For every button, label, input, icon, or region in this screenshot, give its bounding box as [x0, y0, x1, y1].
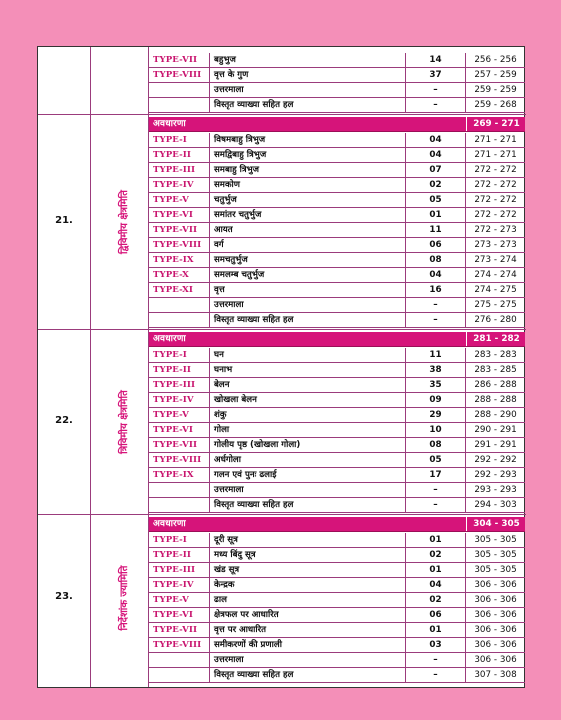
page-range: 306 - 306: [474, 610, 517, 620]
type-label: TYPE-I: [149, 348, 210, 362]
table-row: [149, 68, 525, 83]
question-count: 35: [406, 378, 466, 392]
question-count: –: [406, 483, 466, 497]
page-range: 274 - 274: [474, 270, 517, 280]
type-label: TYPE-VIII: [149, 68, 210, 82]
contents-page: [37, 46, 525, 688]
page-range: 306 - 306: [474, 625, 517, 635]
topic-title: विस्तृत व्याख्या सहित हल: [210, 98, 406, 112]
concept-blank-count: [406, 517, 466, 531]
concept-spacer: [149, 332, 210, 346]
page-range: 292 - 293: [474, 470, 517, 480]
question-count: 07: [406, 163, 466, 177]
page-range: 292 - 292: [474, 455, 517, 465]
chapter-title: त्रिविमीय क्षेत्रमिति: [119, 390, 130, 454]
table-row: [149, 623, 525, 638]
table-row: [149, 438, 525, 453]
table-row: [149, 533, 525, 548]
type-label: [149, 498, 210, 512]
topic-title: शंकु: [210, 408, 406, 422]
table-row: [149, 238, 525, 253]
page-range: 306 - 306: [474, 580, 517, 590]
type-label: TYPE-X: [149, 268, 210, 282]
topic-title: उत्तरमाला: [210, 483, 406, 497]
page-range: 283 - 283: [474, 350, 517, 360]
page-range: 293 - 293: [474, 485, 517, 495]
page-range: 306 - 306: [474, 640, 517, 650]
question-count: 29: [406, 408, 466, 422]
topic-title: बेलन: [210, 378, 406, 392]
type-label: [149, 298, 210, 312]
question-count: 01: [406, 563, 466, 577]
question-count: 10: [406, 423, 466, 437]
table-row: [149, 423, 525, 438]
table-row: [149, 668, 525, 683]
type-label: TYPE-I: [149, 533, 210, 547]
type-label: TYPE-VII: [149, 623, 210, 637]
page-range: 306 - 306: [474, 595, 517, 605]
page-range: 259 - 268: [474, 100, 517, 110]
page-range: 288 - 290: [474, 410, 517, 420]
type-label: [149, 98, 210, 112]
topic-title: ढाल: [210, 593, 406, 607]
page-range: 306 - 306: [474, 655, 517, 665]
page-range: 294 - 303: [474, 500, 517, 510]
topic-title: समीकरणों की प्रणाली: [210, 638, 406, 652]
question-count: 38: [406, 363, 466, 377]
topic-title: उत्तरमाला: [210, 83, 406, 97]
type-label: TYPE-VIII: [149, 638, 210, 652]
chapter-number: 22.: [55, 415, 73, 426]
question-count: 03: [406, 638, 466, 652]
type-label: TYPE-V: [149, 408, 210, 422]
topic-title: दूरी सूत्र: [210, 533, 406, 547]
table-row: [149, 163, 525, 178]
topic-title: उत्तरमाला: [210, 298, 406, 312]
section-divider: [38, 114, 526, 115]
topic-title: समांतर चतुर्भुज: [210, 208, 406, 222]
type-label: TYPE-III: [149, 378, 210, 392]
topic-title: घनाभ: [210, 363, 406, 377]
topic-title: गोला: [210, 423, 406, 437]
page-range: 305 - 305: [474, 565, 517, 575]
topic-title: गलन एवं पुनः ढलाई: [210, 468, 406, 482]
question-count: 11: [406, 348, 466, 362]
table-row: [149, 223, 525, 238]
concept-blank: [210, 517, 406, 531]
page-range: 273 - 273: [474, 240, 517, 250]
table-row: [149, 363, 525, 378]
concept-pages: 281 - 282: [466, 332, 526, 346]
topic-title: आयत: [210, 223, 406, 237]
concept-label: अवधारणा: [153, 519, 186, 529]
table-row: [149, 548, 525, 563]
type-label: TYPE-XI: [149, 283, 210, 297]
page-range: 275 - 275: [474, 300, 517, 310]
topic-title: विस्तृत व्याख्या सहित हल: [210, 668, 406, 682]
type-label: TYPE-VI: [149, 423, 210, 437]
type-label: TYPE-III: [149, 563, 210, 577]
page-range: 305 - 305: [474, 535, 517, 545]
type-label: [149, 313, 210, 327]
question-count: 06: [406, 608, 466, 622]
type-label: TYPE-II: [149, 148, 210, 162]
topic-title: विस्तृत व्याख्या सहित हल: [210, 313, 406, 327]
question-count: 14: [406, 53, 466, 67]
concept-blank: [210, 117, 406, 131]
topic-title: मध्य बिंदु सूत्र: [210, 548, 406, 562]
topic-title: समकोण: [210, 178, 406, 192]
topic-title: चतुर्भुज: [210, 193, 406, 207]
topic-title: समबाहु त्रिभुज: [210, 163, 406, 177]
concept-label: अवधारणा: [153, 119, 186, 129]
page-range: 283 - 285: [474, 365, 517, 375]
topic-title: वर्ग: [210, 238, 406, 252]
page-range: 259 - 259: [474, 85, 517, 95]
table-row: [149, 453, 525, 468]
question-count: 08: [406, 253, 466, 267]
type-label: TYPE-V: [149, 593, 210, 607]
topic-title: केन्द्रक: [210, 578, 406, 592]
concept-row: [149, 332, 525, 347]
table-row: [149, 98, 525, 113]
page-range: 272 - 272: [474, 210, 517, 220]
concept-label: अवधारणा: [153, 334, 186, 344]
topic-title: वृत्त: [210, 283, 406, 297]
table-row: [149, 83, 525, 98]
question-count: 04: [406, 268, 466, 282]
topic-title: विस्तृत व्याख्या सहित हल: [210, 498, 406, 512]
page-range: 291 - 291: [474, 440, 517, 450]
concept-spacer: [149, 517, 210, 531]
question-count: 08: [406, 438, 466, 452]
page-range: 272 - 272: [474, 195, 517, 205]
question-count: 04: [406, 578, 466, 592]
table-row: [149, 148, 525, 163]
table-row: [149, 653, 525, 668]
table-row: [149, 133, 525, 148]
question-count: –: [406, 83, 466, 97]
topic-title: विषमबाहु त्रिभुज: [210, 133, 406, 147]
table-row: [149, 253, 525, 268]
page-range: 307 - 308: [474, 670, 517, 680]
question-count: –: [406, 498, 466, 512]
chapter-title: द्विविमीय क्षेत्रमिति: [119, 190, 130, 254]
table-row: [149, 193, 525, 208]
topic-title: खंड सूत्र: [210, 563, 406, 577]
topic-title: समचतुर्भुज: [210, 253, 406, 267]
table-row: [149, 208, 525, 223]
question-count: –: [406, 653, 466, 667]
type-label: TYPE-VI: [149, 208, 210, 222]
topic-title: क्षेत्रफल पर आधारित: [210, 608, 406, 622]
question-count: –: [406, 313, 466, 327]
question-count: –: [406, 98, 466, 112]
topic-title: वृत्त पर आधारित: [210, 623, 406, 637]
table-row: [149, 178, 525, 193]
topic-title: अर्धगोला: [210, 453, 406, 467]
table-row: [149, 638, 525, 653]
table-row: [149, 468, 525, 483]
table-row: [149, 378, 525, 393]
concept-spacer: [149, 117, 210, 131]
column-divider: [148, 47, 149, 687]
concept-row: [149, 117, 525, 132]
table-row: [149, 53, 525, 68]
chapter-title: निर्देशांक ज्यामिति: [119, 565, 130, 631]
table-row: [149, 348, 525, 363]
question-count: 16: [406, 283, 466, 297]
question-count: 01: [406, 533, 466, 547]
table-row: [149, 608, 525, 623]
topic-title: समद्विबाहु त्रिभुज: [210, 148, 406, 162]
page-range: 288 - 288: [474, 395, 517, 405]
question-count: 05: [406, 453, 466, 467]
table-row: [149, 563, 525, 578]
topic-title: उत्तरमाला: [210, 653, 406, 667]
table-row: [149, 408, 525, 423]
page-range: 272 - 272: [474, 165, 517, 175]
type-label: TYPE-II: [149, 363, 210, 377]
type-label: TYPE-IX: [149, 468, 210, 482]
type-label: TYPE-III: [149, 163, 210, 177]
table-row: [149, 298, 525, 313]
topic-title: समलम्ब चतुर्भुज: [210, 268, 406, 282]
section-divider: [38, 329, 526, 330]
type-label: TYPE-VII: [149, 223, 210, 237]
question-count: 04: [406, 133, 466, 147]
type-label: TYPE-II: [149, 548, 210, 562]
chapter-number: 21.: [55, 215, 73, 226]
type-label: TYPE-VII: [149, 438, 210, 452]
question-count: 06: [406, 238, 466, 252]
table-row: [149, 268, 525, 283]
question-count: 01: [406, 623, 466, 637]
concept-blank-count: [406, 332, 466, 346]
concept-blank: [210, 332, 406, 346]
concept-pages: 304 - 305: [466, 517, 526, 531]
topic-title: घन: [210, 348, 406, 362]
section-divider: [38, 514, 526, 515]
type-label: TYPE-IV: [149, 578, 210, 592]
concept-blank-count: [406, 117, 466, 131]
page-range: 276 - 280: [474, 315, 517, 325]
question-count: 37: [406, 68, 466, 82]
table-row: [149, 483, 525, 498]
column-divider: [90, 47, 91, 687]
type-label: TYPE-IX: [149, 253, 210, 267]
page-range: 305 - 305: [474, 550, 517, 560]
table-row: [149, 498, 525, 513]
page-range: 286 - 288: [474, 380, 517, 390]
page-range: 271 - 271: [474, 150, 517, 160]
page-range: 272 - 273: [474, 225, 517, 235]
concept-pages: 269 - 271: [466, 117, 526, 131]
topic-title: खोखला बेलन: [210, 393, 406, 407]
type-label: [149, 653, 210, 667]
table-row: [149, 313, 525, 328]
page-range: 257 - 259: [474, 70, 517, 80]
table-row: [149, 283, 525, 298]
type-label: TYPE-V: [149, 193, 210, 207]
page-range: 272 - 272: [474, 180, 517, 190]
page-range: 290 - 291: [474, 425, 517, 435]
type-label: TYPE-VIII: [149, 238, 210, 252]
type-label: [149, 83, 210, 97]
type-label: [149, 668, 210, 682]
question-count: –: [406, 668, 466, 682]
page-range: 256 - 256: [474, 55, 517, 65]
question-count: 01: [406, 208, 466, 222]
question-count: 09: [406, 393, 466, 407]
question-count: 02: [406, 548, 466, 562]
type-label: [149, 483, 210, 497]
table-row: [149, 393, 525, 408]
type-label: TYPE-IV: [149, 393, 210, 407]
type-label: TYPE-I: [149, 133, 210, 147]
page-range: 273 - 274: [474, 255, 517, 265]
chapter-number: 23.: [55, 591, 73, 602]
topic-title: गोलीय पृष्ठ (खोखला गोला): [210, 438, 406, 452]
question-count: 04: [406, 148, 466, 162]
question-count: 05: [406, 193, 466, 207]
type-label: TYPE-VII: [149, 53, 210, 67]
type-label: TYPE-VIII: [149, 453, 210, 467]
question-count: –: [406, 298, 466, 312]
topic-title: बहुभुज: [210, 53, 406, 67]
question-count: 11: [406, 223, 466, 237]
page-range: 271 - 271: [474, 135, 517, 145]
table-row: [149, 578, 525, 593]
question-count: 17: [406, 468, 466, 482]
type-label: TYPE-IV: [149, 178, 210, 192]
table-row: [149, 593, 525, 608]
topic-title: वृत्त के गुण: [210, 68, 406, 82]
question-count: 02: [406, 593, 466, 607]
type-label: TYPE-VI: [149, 608, 210, 622]
concept-row: [149, 517, 525, 532]
page-range: 274 - 275: [474, 285, 517, 295]
question-count: 02: [406, 178, 466, 192]
